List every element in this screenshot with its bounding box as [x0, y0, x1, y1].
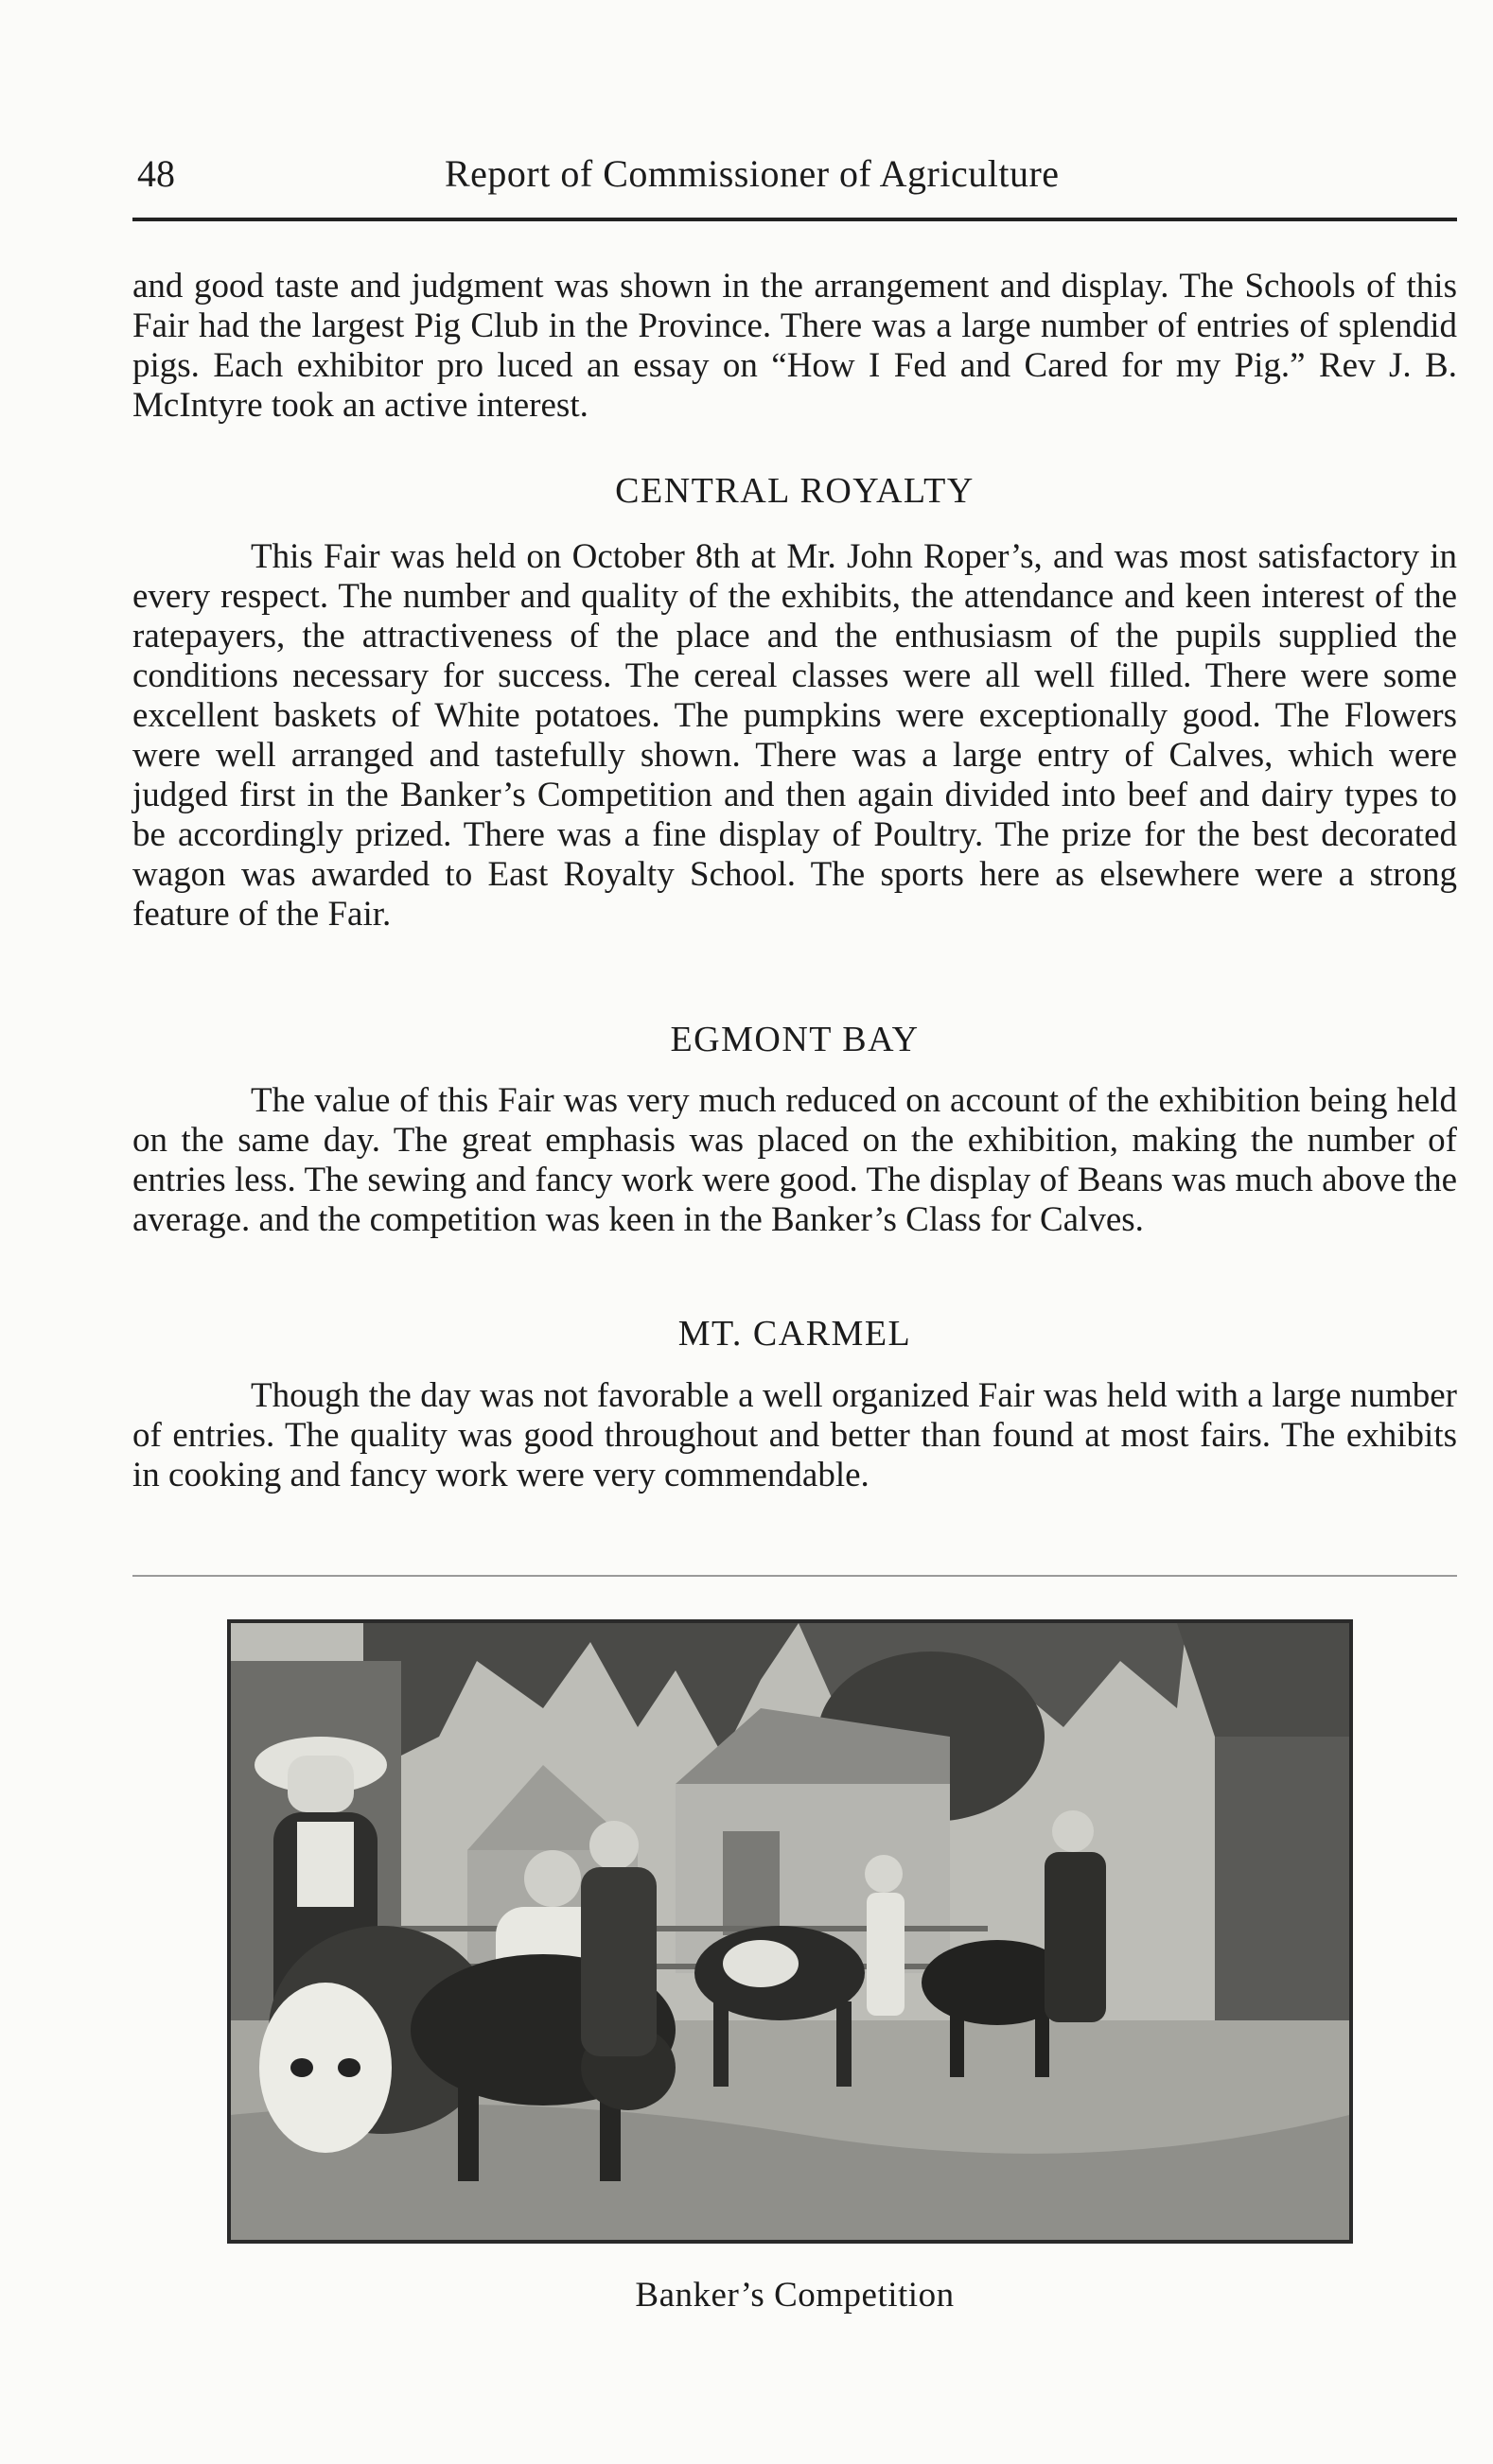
page-number: 48 — [137, 152, 175, 195]
heading-egmont-bay: EGMONT BAY — [670, 1020, 920, 1059]
photo-caption: Banker’s Competition — [635, 2276, 955, 2315]
photo-illustration — [231, 1623, 1349, 2240]
running-title: Report of Commissioner of Agriculture — [445, 152, 1060, 195]
heading-mt-carmel: MT. CARMEL — [677, 1314, 912, 1354]
paragraph-egmont-bay: The value of this Fair was very much reduced on account of the exhibition being held on the same day. The great emphasis was placed on the exhibition, making the number of entries less. The sewing and fancy work were good. The display of Beans was much above the average. and the competition was keen in the Banker’s Class for Calves. — [132, 1081, 1457, 1239]
heading-central-royalty: CENTRAL ROYALTY — [615, 471, 975, 511]
header-rule — [132, 218, 1457, 221]
page-header — [132, 142, 1457, 208]
paragraph-central-royalty: This Fair was held on October 8th at Mr. John Roper’s, and was most satisfactory in every respect. The number and quality of the exhibits, the attendance and keen interest of the ratepayers, the attractiveness of the place and the enthusiasm of the pupils supplied the conditions necessary for success. The cereal classes were all well filled. There were some excellent baskets of White potatoes. The pumpkins were exceptionally good. The Flowers were well arranged and tastefully shown. There was a large entry of Calves, which were judged first in the Banker’s Competition and then again divided into beef and dairy types to be accordingly prized. There was a fine display of Poultry. The prize for the best decorated wagon was awarded to East Royalty School. The sports here as elsewhere were a strong feature of the Fair. — [132, 537, 1457, 934]
paragraph-mt-carmel: Though the day was not favorable a well organized Fair was held with a large number of entries. The quality was good throughout and better than found at most fairs. The exhibits in cooking and fancy work were very commendable. — [132, 1376, 1457, 1494]
intro-paragraph: and good taste and judgment was shown in the arrangement and display. The Schools of this Fair had the largest Pig Club in the Province. There was a large number of entries of splendid pigs. Each exhibitor pro luced an essay on “How I Fed and Cared for my Pig.” Rev J. B. McIntyre took an active interest. — [132, 267, 1457, 425]
section-separator — [132, 1575, 1457, 1577]
photograph-calves — [227, 1619, 1353, 2244]
